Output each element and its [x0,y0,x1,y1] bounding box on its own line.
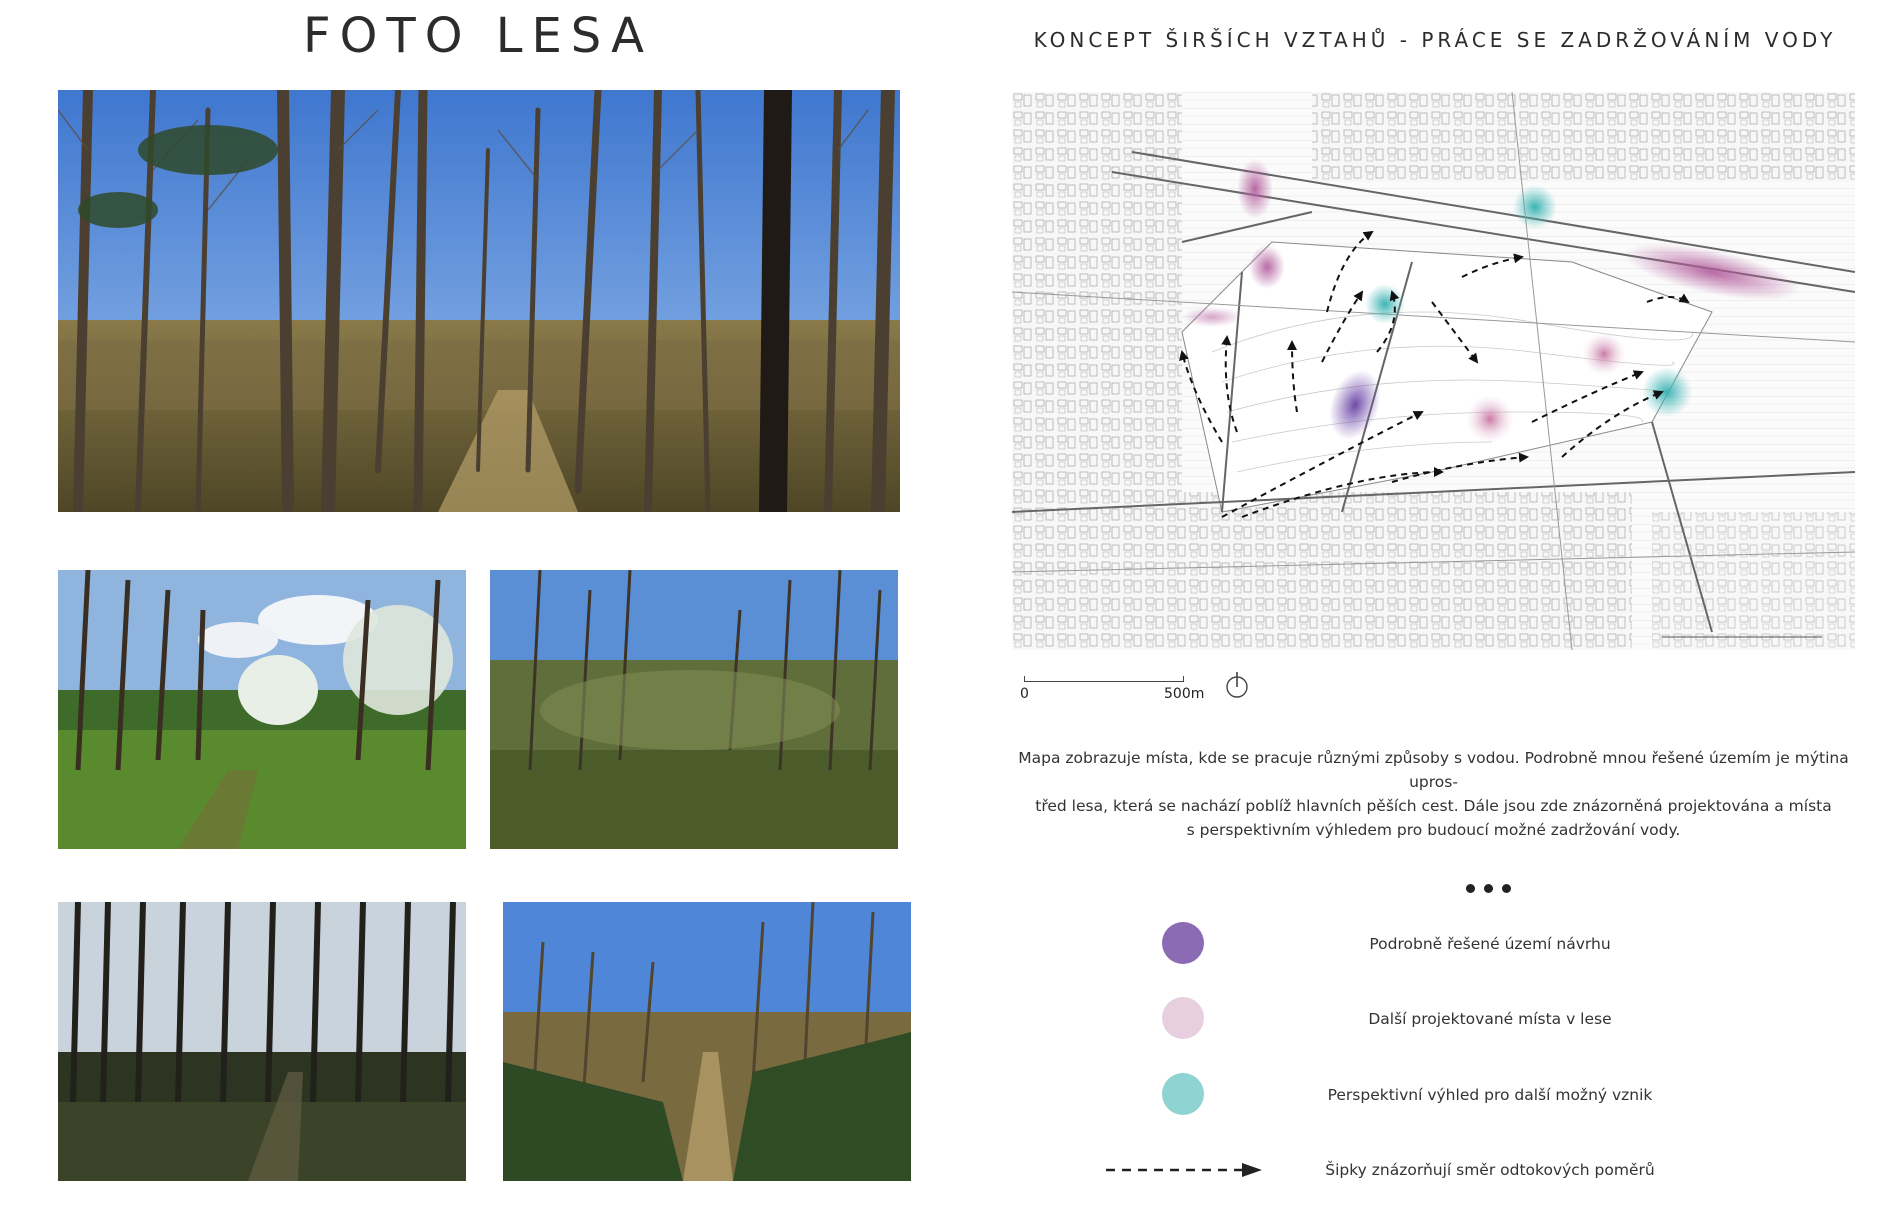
scale-zero-label: 0 [1020,686,1029,702]
legend-teal-circle-icon [1162,1073,1204,1115]
page-title-left: FOTO LESA [302,8,653,64]
forest-photo-3 [490,570,898,849]
forest-photo-main [58,90,900,512]
forest-photo-4 [58,902,466,1181]
legend-dashed-arrow-icon [1104,1160,1264,1180]
forest-photo-5 [503,902,911,1181]
description-line-1: Mapa zobrazuje místa, kde se pracuje různými způsoby s vodou. Podrobně mnou řešené územím je mýtina upros- [1018,749,1849,791]
legend-label-detailed-area: Podrobně řešené území návrhu [1369,935,1611,953]
description-line-2: třed lesa, která se nachází poblíž hlavních pěších cest. Dále jsou zde znázorněná projektována a místa [1035,797,1832,815]
legend-label-projected-sites: Další projektované místa v lese [1368,1010,1612,1028]
legend-label-perspective: Perspektivní výhled pro další možný vznik [1327,1086,1653,1104]
north-arrow-icon [1224,670,1250,700]
water-retention-map [1012,92,1855,650]
ellipsis-dots-icon [1458,880,1518,896]
description-line-3: s perspektivním výhledem pro budoucí možné zadržování vody. [1186,821,1681,839]
scale-bar [1020,666,1250,706]
legend-pink-circle-icon [1162,997,1204,1039]
legend-violet-circle-icon [1162,922,1204,964]
scale-bar-line [1024,676,1184,682]
map-description [1012,746,1855,842]
forest-photo-2 [58,570,466,849]
page-title-right: KONCEPT ŠIRŠÍCH VZTAHŮ - PRÁCE SE ZADRŽOVÁNÍM VODY [1033,28,1837,52]
scale-end-label: 500m [1164,686,1205,702]
legend-label-arrows: Šipky znázorňují směr odtokových poměrů [1325,1161,1655,1179]
